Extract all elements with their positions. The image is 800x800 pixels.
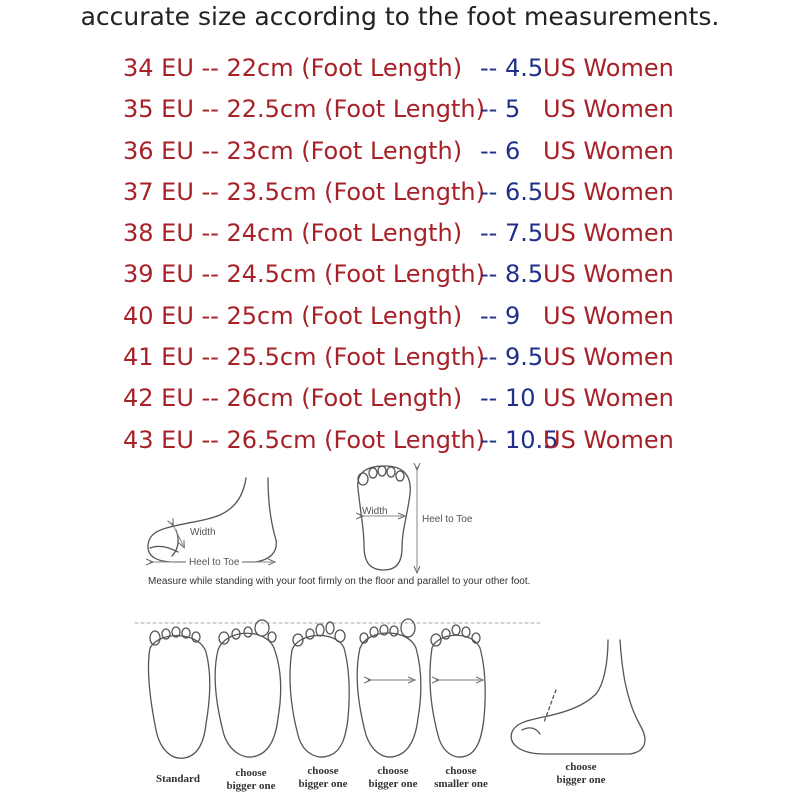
foot-wide-icon [215,620,281,757]
us-size: -- 9 [480,301,521,330]
eu-length: 35 EU -- 22.5cm (Foot Length) [123,95,485,124]
eu-length: 41 EU -- 25.5cm (Foot Length) [123,343,485,372]
us-size: -- 9.5 [480,343,544,372]
us-women-label: US Women [543,425,674,454]
foot-type-label: choose bigger one [226,767,276,792]
eu-length: 39 EU -- 24.5cm (Foot Length) [123,260,485,289]
foot-type-label: choose bigger one [368,765,418,790]
side-width-label: Width [190,527,216,538]
us-women-label: US Women [543,54,674,82]
side-foot-icon [148,478,276,562]
eu-length: 43 EU -- 26.5cm (Foot Length) [123,425,485,454]
eu-length: 36 EU -- 23cm (Foot Length) [123,136,463,165]
us-women-label: US Women [543,177,674,206]
us-women-label: US Women [543,260,674,289]
us-size: -- 6.5 [480,177,544,206]
eu-length: 38 EU -- 24cm (Foot Length) [123,219,463,248]
eu-length: 37 EU -- 23.5cm (Foot Length) [123,177,485,206]
us-women-label: US Women [543,384,674,413]
us-women-label: US Women [543,343,674,372]
us-women-label: US Women [543,136,674,165]
measure-instruction: Measure while standing with your foot firmly on the floor and parallel to your other foot. [148,576,531,587]
foot-high-instep-icon [511,640,645,754]
us-women-label: US Women [543,301,674,330]
us-size: -- 4.5 [480,54,544,82]
foot-narrow-icon [430,625,485,757]
us-size: -- 8.5 [480,260,544,289]
eu-length: 40 EU -- 25cm (Foot Length) [123,301,463,330]
us-size: -- 6 [480,136,521,165]
us-size: -- 7.5 [480,219,544,248]
foot-type-label: Standard [155,773,201,785]
us-size: -- 5 [480,95,521,124]
top-heel-to-toe-label: Heel to Toe [422,514,473,525]
foot-type-label: choose bigger one [556,761,606,786]
eu-length: 34 EU -- 22cm (Foot Length) [123,54,463,82]
foot-broad-icon [357,619,421,757]
us-size: -- 10 [480,384,536,413]
page-header: accurate size according to the foot measurements. [80,2,720,31]
side-heel-to-toe-label: Heel to Toe [186,557,242,568]
us-women-label: US Women [543,95,674,124]
foot-long-toe-icon [290,622,349,757]
foot-type-label: choose smaller one [434,765,488,790]
eu-length: 42 EU -- 26cm (Foot Length) [123,384,463,413]
top-foot-icon [358,466,410,570]
top-width-label: Width [362,506,388,517]
foot-type-label: choose bigger one [298,765,348,790]
foot-standard-icon [148,627,209,758]
us-size: -- 10.5 [480,425,559,454]
us-women-label: US Women [543,219,674,248]
